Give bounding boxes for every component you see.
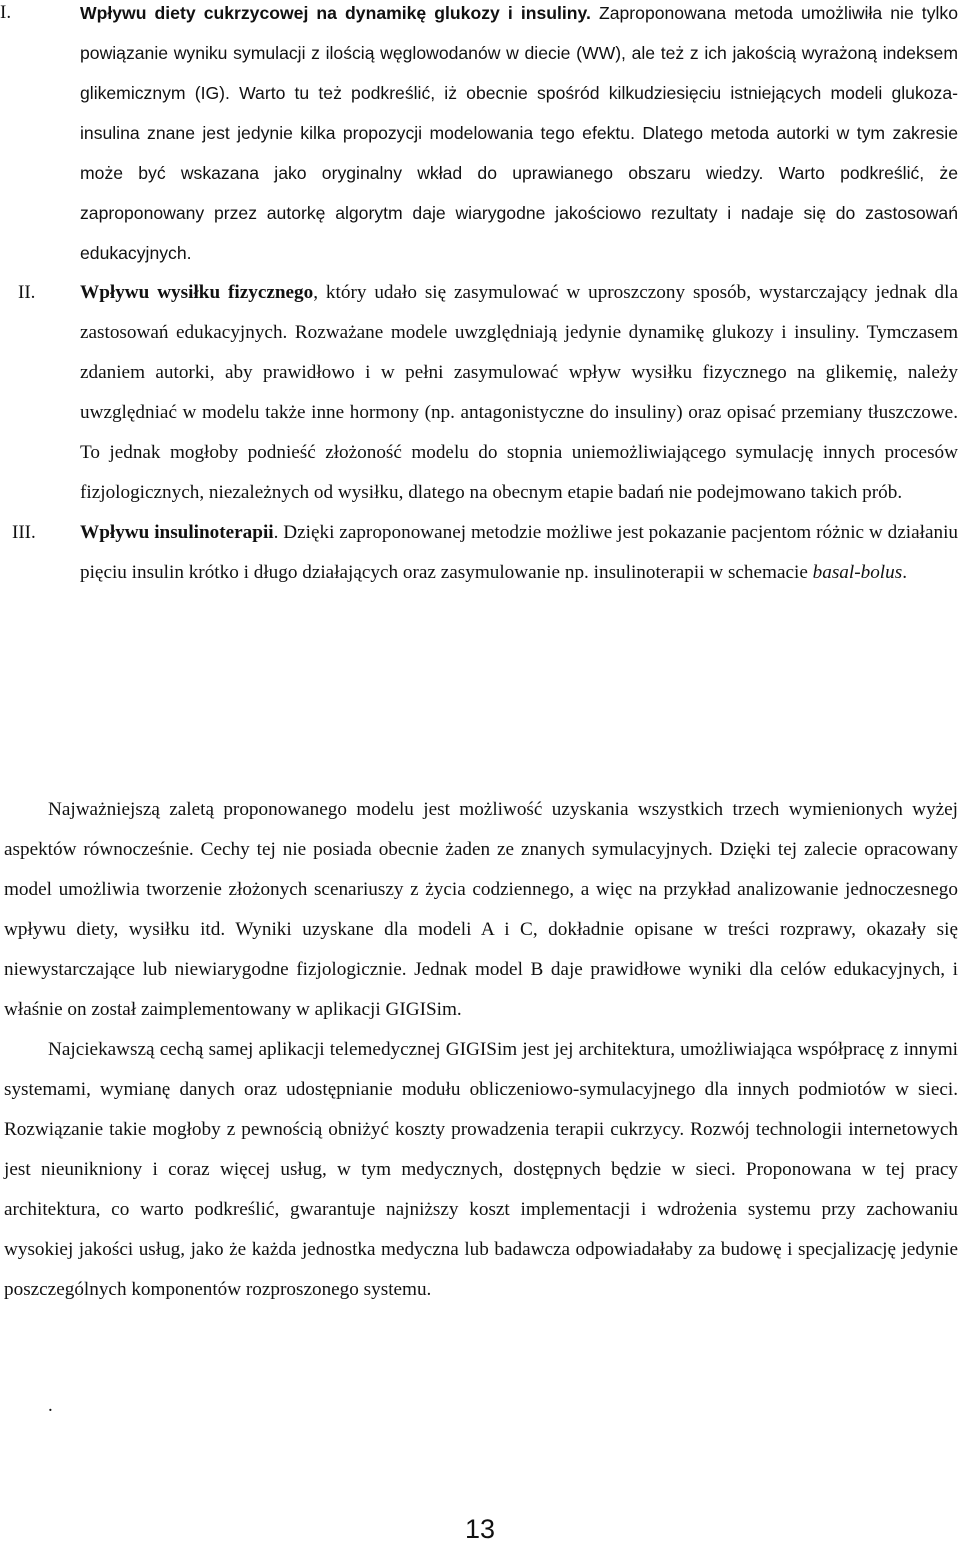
list-item-text-end: . <box>902 562 907 583</box>
list-numeral: I. <box>0 2 12 23</box>
list-item-content <box>80 522 958 583</box>
list-numeral: III. <box>12 522 36 543</box>
list-item-italic-term: basal-bolus <box>812 562 903 583</box>
numbered-list <box>0 0 958 593</box>
body-paragraphs <box>4 790 958 1310</box>
paragraph-architecture: Najciekawszą cechą samej aplikacji telemedycznej GIGISim jest jej architektura, umożliwiająca współpracę z innymi systemami, wymianę danych oraz udostępnianie modułu obliczeniowo-symulacyjnego dla innych podmiotów w sieci. Rozwiązanie takie mogłoby z pewnością obniżyć koszty prowadzenia terapii cukrzycy. Rozwój technologii internetowych jest nieunikniony i coraz więcej usług, w tym medycznych, dostępnych będzie w sieci. Proponowana w tej pracy architektura, co warto podkreślić, gwarantuje najniższy koszt implementacji i wdrożenia systemu przy zachowaniu wysokiej jakości usług, jako że każda jednostka medyczna lub badawcza odpowiadałaby za budowę i specjalizację jedynie poszczególnych komponentów rozproszonego systemu. <box>4 1039 958 1300</box>
list-item-exercise <box>0 273 958 513</box>
list-item-heading: Wpływu wysiłku fizycznego <box>80 282 314 303</box>
list-item-text: . Dzięki zaproponowanej metodzie możliwe jest pokazanie pacjentom różnic w działaniu pięciu insulin krótko i długo działających oraz zasymulowanie np. insulinoterapii w schemacie <box>80 522 958 583</box>
list-item-content <box>80 282 958 503</box>
page-number: 13 <box>464 1514 496 1544</box>
list-numeral: II. <box>18 282 36 303</box>
list-item-diet <box>0 0 958 273</box>
paragraph-advantages: Najważniejszą zaletą proponowanego modelu jest możliwość uzyskania wszystkich trzech wymienionych wyżej aspektów równocześnie. Cechy tej nie posiada obecnie żaden ze znanych symulacyjnych. Dzięki tej zalecie opracowany model umożliwia tworzenie złożonych scenariuszy z życia codziennego, a więc na przykład analizowanie jednoczesnego wpływu diety, wysiłku itd. Wyniki uzyskane dla modeli A i C, dokładnie opisane w treści rozprawy, okazały się niewystarczające lub niewiarygodne fizjologicznie. Jednak model B daje prawidłowe wyniki dla celów edukacyjnych, i właśnie on został zaimplementowany w aplikacji GIGISim. <box>4 799 958 1020</box>
list-item-insulin-therapy <box>0 513 958 593</box>
list-item-content <box>80 3 958 263</box>
list-item-text: Zaproponowana metoda umożliwiła nie tylko powiązanie wyniku symulacji z ilością węglowodanów w diecie (WW), ale też z ich jakością wyrażoną indeksem glikemicznym (IG). Warto tu też podkreślić, iż obecnie spośród kilkudziesięciu istniejących modeli glukoza-insulina znane jest jedynie kilka propozycji modelowania tego efektu. Dlatego metoda autorki w tym zakresie może być wskazana jako oryginalny wkład do uprawianego obszaru wiedzy. Warto podkreślić, że zaproponowany przez autorkę algorytm daje wiarygodne jakościowo rezultaty i nadaje się do zastosowań edukacyjnych. <box>80 3 958 263</box>
list-item-heading: Wpływu insulinoterapii <box>80 522 274 543</box>
stray-mark: . <box>48 1395 53 1416</box>
list-item-text: , który udało się zasymulować w uproszczony sposób, wystarczający jednak dla zastosowań edukacyjnych. Rozważane modele uwzględniają jedynie dynamikę glukozy i insuliny. Tymczasem zdaniem autorki, aby prawidłowo i w pełni zasymulować wpływ wysiłku fizycznego na glikemię, należy uwzględniać w modelu także inne hormony (np. antagonistyczne do insuliny) oraz opisać przemiany tłuszczowe. To jednak mogłoby podnieść złożoność modelu do stopnia uniemożliwiającego symulację innych procesów fizjologicznych, niezależnych od wysiłku, dlatego na obecnym etapie badań nie podejmowano takich prób. <box>80 282 958 503</box>
list-item-heading: Wpływu diety cukrzycowej na dynamikę glukozy i insuliny. <box>80 3 591 23</box>
